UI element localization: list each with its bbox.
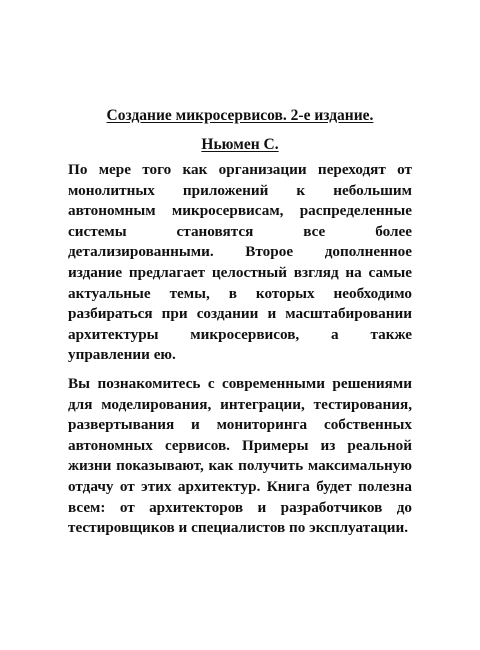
book-author: Ньюмен С. <box>201 136 279 153</box>
document-page <box>68 106 412 547</box>
book-title: Создание микросервисов. 2-е издание. <box>106 107 374 124</box>
description-paragraph-1: По мере того как организации переходят от монолитных приложений к небольшим автономным микросервисам, распределенные системы становятся все более детализированными. Второе дополненное издание предлагает целостный взгляд на самые актуальные темы, в которых необходимо разбираться при создании и масштабировании архитектуры микросервисов, а также управлении ею. <box>68 161 412 364</box>
description-paragraph-2: Вы познакомитесь с современными решениями для моделирования, интеграции, тестирования, развертывания и мониторинга собственных автономных сервисов. Примеры из реальной жизни показывают, как получить максимальную отдачу от этих архитектур. Книга будет полезна всем: от архитекторов и разработчиков до тестировщиков и специалистов по эксплуатации. <box>68 374 412 537</box>
